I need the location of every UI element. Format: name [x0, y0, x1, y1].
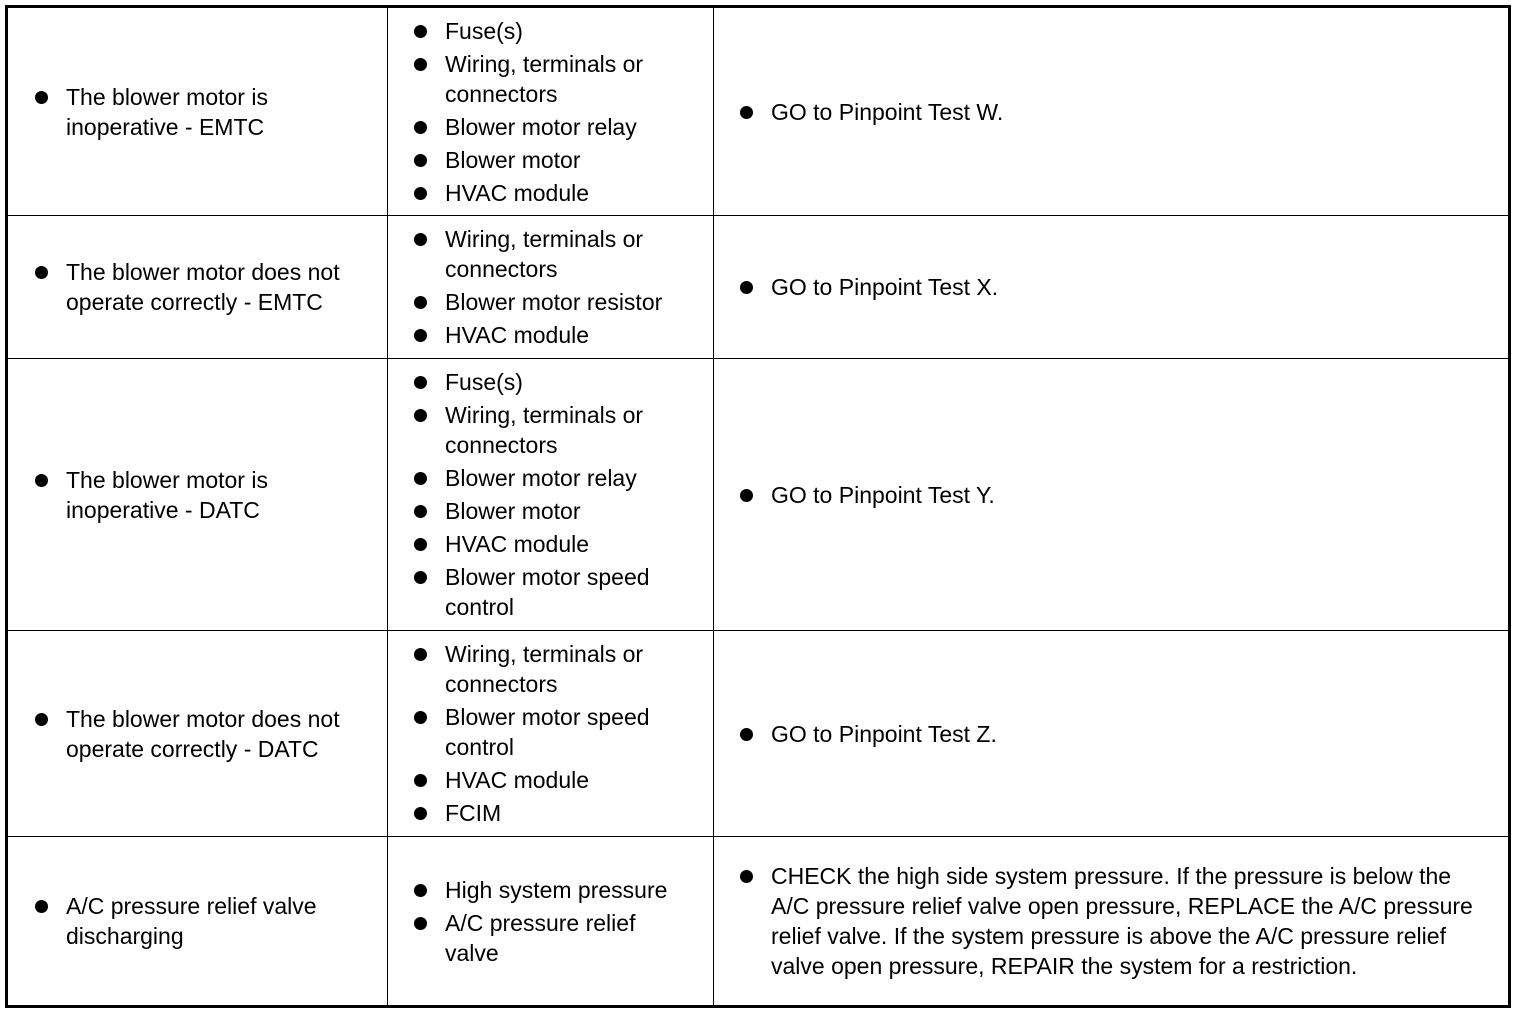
source-item: Blower motor: [388, 496, 713, 526]
condition-item: The blower motor is inoperative - EMTC: [8, 82, 387, 142]
source-item: Blower motor speed control: [388, 562, 655, 622]
table-row: [7, 631, 1510, 837]
source-item: Blower motor resistor: [388, 287, 713, 317]
source-item: Blower motor relay: [388, 463, 713, 493]
condition-item: The blower motor does not operate correctly - EMTC: [8, 257, 387, 317]
source-item: HVAC module: [388, 178, 713, 208]
source-item: Blower motor: [388, 145, 713, 175]
action-cell: [714, 837, 1510, 1007]
action-item: GO to Pinpoint Test W.: [714, 97, 1508, 127]
possible-source-cell: [388, 359, 714, 631]
source-item: A/C pressure relief valve: [388, 908, 655, 968]
table-row: [7, 837, 1510, 1007]
condition-cell: [7, 837, 388, 1007]
symptom-chart-table: [5, 5, 1511, 1008]
condition-item: The blower motor is inoperative - DATC: [8, 465, 387, 525]
source-item: Fuse(s): [388, 367, 713, 397]
source-item: Wiring, terminals or connectors: [388, 639, 645, 699]
table-row: [7, 7, 1510, 216]
source-item: High system pressure: [388, 875, 713, 905]
table-row: [7, 216, 1510, 359]
action-cell: [714, 216, 1510, 359]
action-item: CHECK the high side system pressure. If the pressure is below the A/C pressure relief valve open pressure, REPLACE the A/C pressure relief valve. If the system pressure is above the A/C pressure relief valve open pressure, REPAIR the system for a restriction.: [714, 861, 1508, 981]
source-item: HVAC module: [388, 529, 713, 559]
source-item: Blower motor relay: [388, 112, 713, 142]
possible-source-cell: [388, 631, 714, 837]
action-cell: [714, 7, 1510, 216]
action-item: GO to Pinpoint Test Y.: [714, 480, 1508, 510]
action-item: GO to Pinpoint Test X.: [714, 272, 1508, 302]
possible-source-cell: [388, 837, 714, 1007]
condition-cell: [7, 631, 388, 837]
action-cell: [714, 359, 1510, 631]
action-cell: [714, 631, 1510, 837]
action-item: GO to Pinpoint Test Z.: [714, 719, 1508, 749]
condition-cell: [7, 216, 388, 359]
condition-cell: [7, 359, 388, 631]
source-item: Fuse(s): [388, 16, 713, 46]
source-item: HVAC module: [388, 320, 713, 350]
source-item: Wiring, terminals or connectors: [388, 224, 645, 284]
source-item: HVAC module: [388, 765, 713, 795]
condition-item: A/C pressure relief valve discharging: [8, 891, 387, 951]
condition-cell: [7, 7, 388, 216]
source-item: Wiring, terminals or connectors: [388, 49, 645, 109]
source-item: Blower motor speed control: [388, 702, 655, 762]
table-row: [7, 359, 1510, 631]
possible-source-cell: [388, 216, 714, 359]
source-item: Wiring, terminals or connectors: [388, 400, 645, 460]
source-item: FCIM: [388, 798, 713, 828]
possible-source-cell: [388, 7, 714, 216]
condition-item: The blower motor does not operate correctly - DATC: [8, 704, 387, 764]
